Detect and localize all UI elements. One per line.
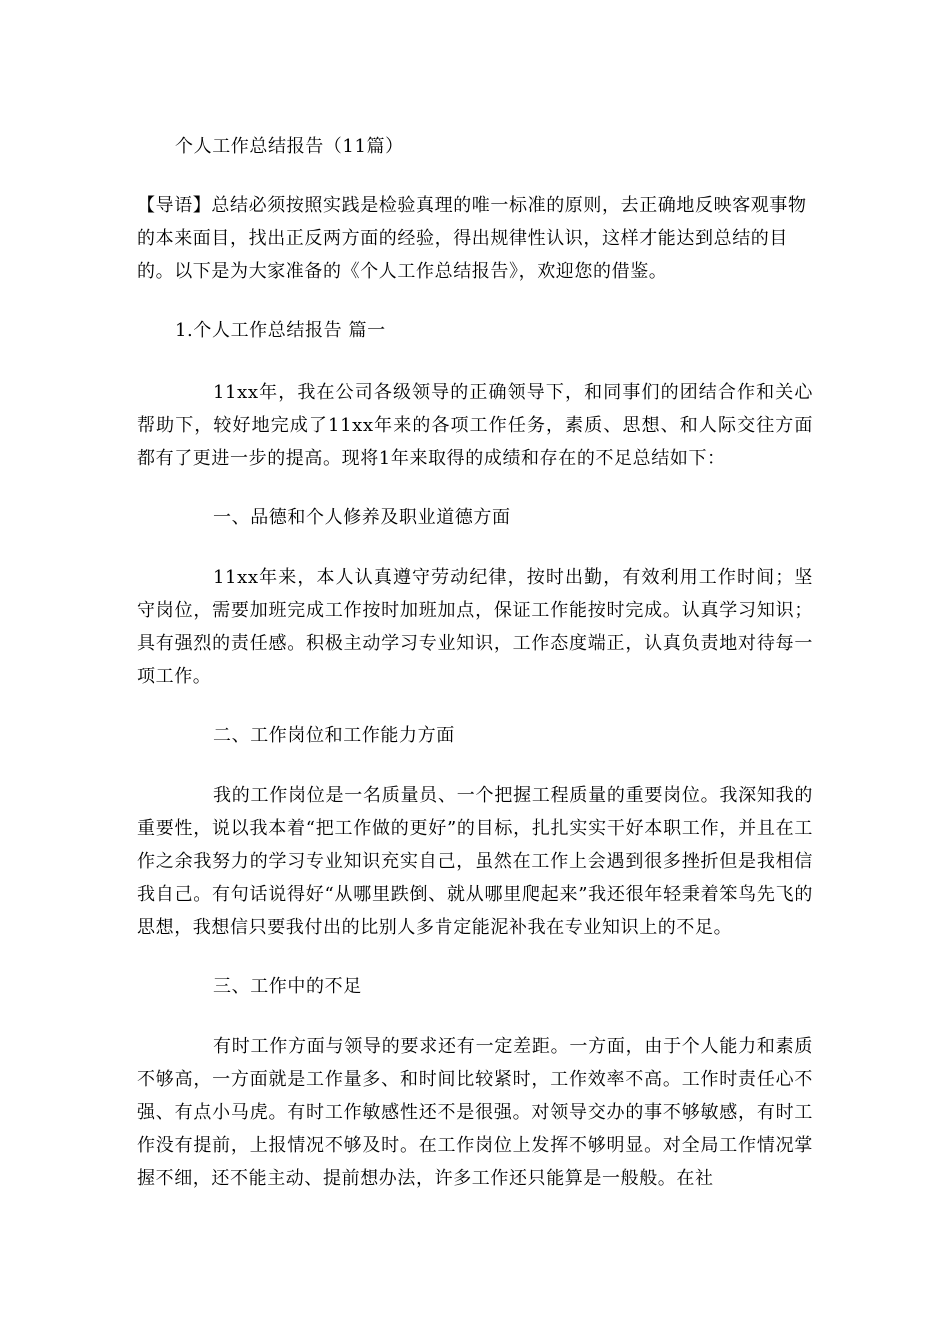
section-heading: 1.个人工作总结报告 篇一 — [175, 320, 386, 341]
subheading-morality: 一、品德和个人修养及职业道德方面 — [213, 507, 511, 528]
subheading-work-ability: 二、工作岗位和工作能力方面 — [213, 725, 455, 746]
body-paragraph-2: 11xx年来，本人认真遵守劳动纪律，按时出勤，有效利用工作时间；坚守岗位，需要加班完成工作按时加班加点，保证工作能按时完成。认真学习知识；具有强烈的责任感。积极主动学习专业知识，工作态度端正，认真负责地对待每一项工作。 — [137, 567, 813, 687]
body-paragraph-3: 我的工作岗位是一名质量员、一个把握工程质量的重要岗位。我深知我的重要性，说以我本着“把工作做的更好”的目标，扎扎实实干好本职工作，并且在工作之余我努力的学习专业知识充实自己，虽然在工作上会遇到很多挫折但是我相信我自己。有句话说得好“从哪里跌倒、就从哪里爬起来”我还很年轻秉着笨鸟先飞的思想，我想信只要我付出的比别人多肯定能泥补我在专业知识上的不足。 — [137, 785, 813, 938]
document-body — [137, 134, 813, 1195]
intro-paragraph: 【导语】总结必须按照实践是检验真理的唯一标准的原则，去正确地反映客观事物的本来面目，找出正反两方面的经验，得出规律性认识，这样才能达到总结的目的。以下是为大家准备的《个人工作总结报告》，欢迎您的借鉴。 — [137, 195, 807, 282]
document-title: 个人工作总结报告（11篇） — [175, 136, 404, 157]
body-paragraph-1: 11xx年，我在公司各级领导的正确领导下，和同事们的团结合作和关心帮助下，较好地完成了11xx年来的各项工作任务，素质、思想、和人际交往方面都有了更进一步的提高。现将1年来取得的成绩和存在的不足总结如下： — [137, 382, 813, 469]
body-paragraph-4: 有时工作方面与领导的要求还有一定差距。一方面，由于个人能力和素质不够高，一方面就是工作量多、和时间比较紧时，工作效率不高。工作时责任心不强、有点小马虎。有时工作敏感性还不是很强。对领导交办的事不够敏感，有时工作没有提前，上报情况不够及时。在工作岗位上发挥不够明显。对全局工作情况掌握不细，还不能主动、提前想办法，许多工作还只能算是一般般。在社 — [137, 1036, 813, 1189]
subheading-shortcomings: 三、工作中的不足 — [213, 976, 362, 997]
